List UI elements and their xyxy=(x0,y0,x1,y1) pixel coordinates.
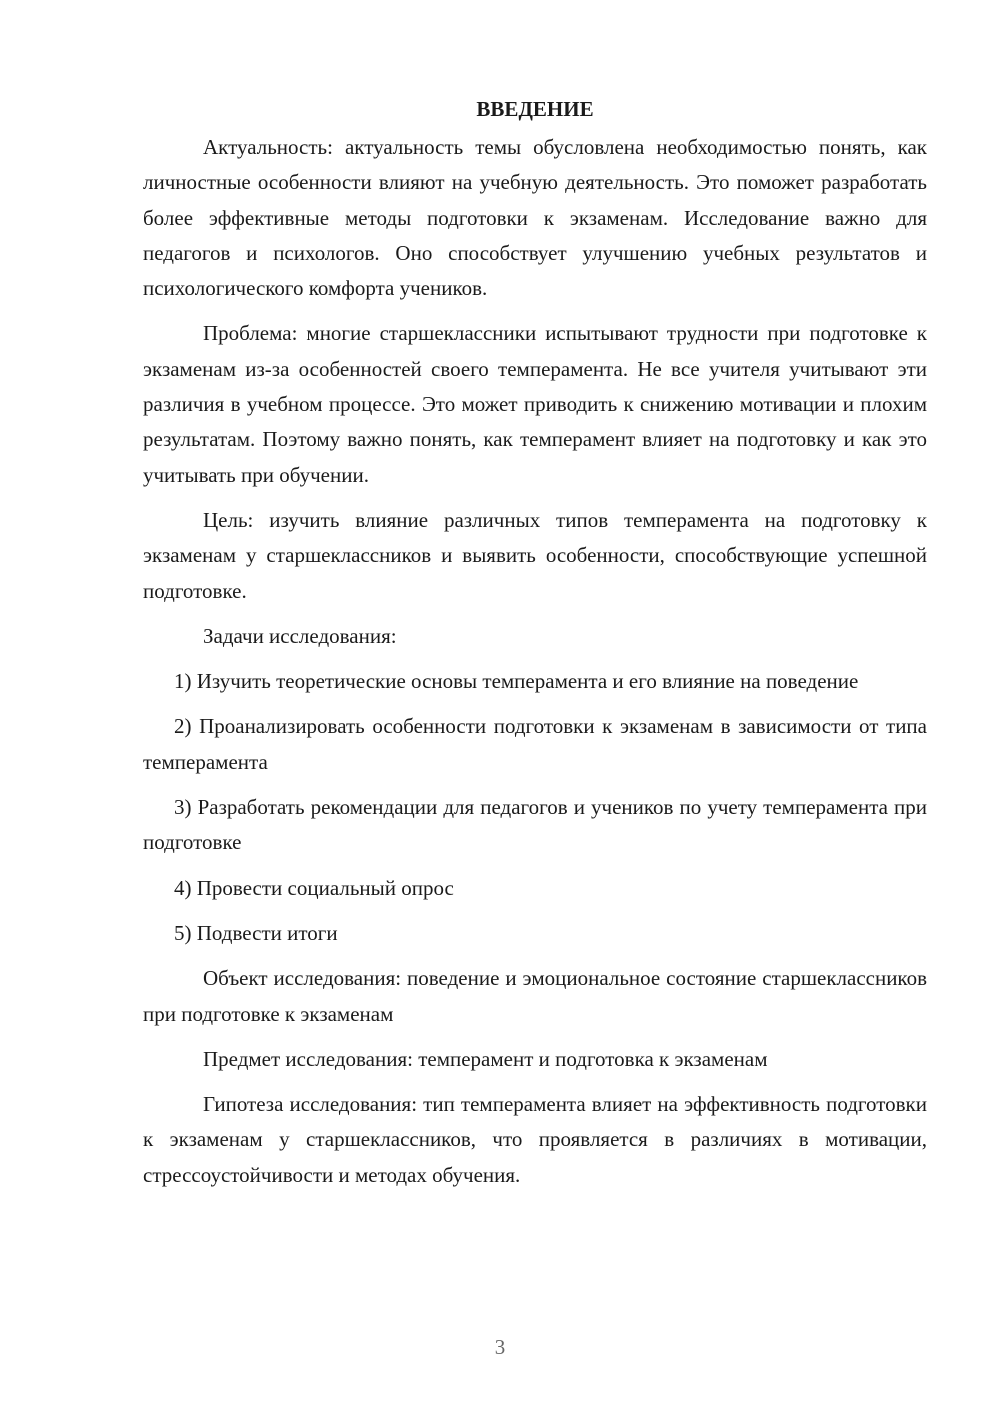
task-item-4: 4) Провести социальный опрос xyxy=(174,875,454,900)
paragraph-tasks-heading: Задачи исследования: xyxy=(203,623,397,648)
page-title: ВВЕДЕНИЕ xyxy=(476,97,594,121)
task-item-3: 3) Разработать рекомендации для педагогов и учеников по учету темперамента при подготовке xyxy=(143,795,927,855)
paragraph-goal: Цель: изучить влияние различных типов темперамента на подготовку к экзаменам у старшеклассников и выявить особенности, способствующие успешной подготовке. xyxy=(143,507,927,603)
task-item-2: 2) Проанализировать особенности подготовки к экзаменам в зависимости от типа темперамента xyxy=(143,714,927,774)
document-page xyxy=(143,92,927,1203)
page-number: 3 xyxy=(494,1335,506,1359)
paragraph-subject: Предмет исследования: темперамент и подготовка к экзаменам xyxy=(203,1046,768,1071)
paragraph-hypothesis: Гипотеза исследования: тип темперамента влияет на эффективность подготовки к экзаменам у старшеклассников, что проявляется в различиях в мотивации, стрессоустойчивости и методах обучения. xyxy=(143,1092,927,1187)
paragraph-object: Объект исследования: поведение и эмоциональное состояние старшеклассников при подготовке к экзаменам xyxy=(143,966,927,1026)
task-item-1: 1) Изучить теоретические основы темперамента и его влияние на поведение xyxy=(174,669,859,694)
paragraph-problem: Проблема: многие старшеклассники испытывают трудности при подготовке к экзаменам из-за особенностей своего темперамента. Не все учителя учитывают эти различия в учебном процессе. Это может приводить к снижению мотивации и плохим результатам. Поэтому важно понять, как темперамент влияет на подготовку и как это учитывать при обучении. xyxy=(143,321,927,487)
paragraph-relevance: Актуальность: актуальность темы обусловлена необходимостью понять, как личностные особенности влияют на учебную деятельность. Это поможет разработать более эффективные методы подготовки к экзаменам. Исследование важно для педагогов и психологов. Оно способствует улучшению учебных результатов и психологического комфорта учеников. xyxy=(143,135,927,301)
task-item-5: 5) Подвести итоги xyxy=(174,920,338,945)
